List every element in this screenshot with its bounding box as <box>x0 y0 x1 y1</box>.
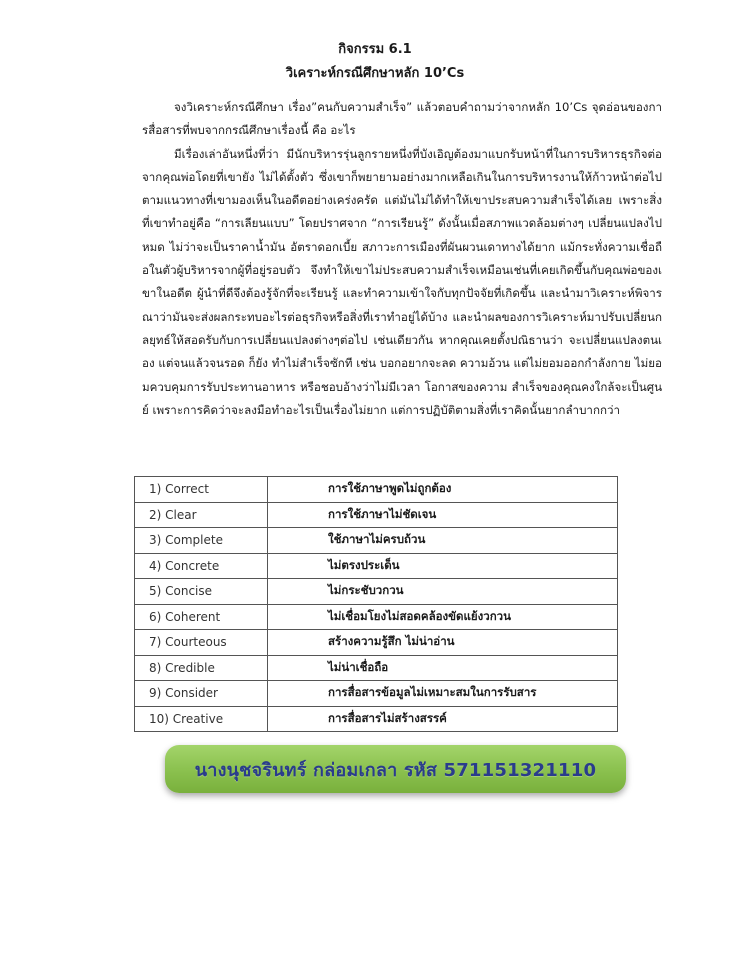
principle-cell: 10) Creative <box>135 706 268 732</box>
student-name-text: นางนุชจรินทร์ กล่อมเกลา รหัส 571151321110 <box>194 759 597 781</box>
table-row <box>135 502 618 528</box>
answer-cell: ไม่เชื่อมโยงไม่สอดคล้องขัดแย้งวกวน <box>268 604 618 630</box>
answer-cell: ไม่น่าเชื่อถือ <box>268 655 618 681</box>
principle-cell: 8) Credible <box>135 655 268 681</box>
answer-cell: การใช้ภาษาพูดไม่ถูกต้อง <box>268 477 618 503</box>
table-row <box>135 681 618 707</box>
instruction-paragraph: จงวิเคราะห์กรณีศึกษา เรื่อง”คนกับความสำเร็จ” แล้วตอบคำถามว่าจากหลัก 10’Cs จุดอ่อนของการสื่อสารที่พบจากกรณีศึกษาเรื่องนี้ คือ อะไร <box>142 100 662 138</box>
principle-cell: 4) Concrete <box>135 553 268 579</box>
student-name-banner <box>165 745 626 793</box>
answer-cell: สร้างความรู้สึก ไม่น่าอ่าน <box>268 630 618 656</box>
principle-cell: 6) Coherent <box>135 604 268 630</box>
answer-cell: ไม่กระชับวกวน <box>268 579 618 605</box>
principle-cell: 7) Courteous <box>135 630 268 656</box>
answer-cell: การสื่อสารข้อมูลไม่เหมาะสมในการรับสาร <box>268 681 618 707</box>
table-row <box>135 604 618 630</box>
activity-title: กิจกรรม 6.1 <box>338 42 412 57</box>
answer-cell: การใช้ภาษาไม่ชัดเจน <box>268 502 618 528</box>
story-paragraph: มีเรื่องเล่าอันหนึ่งที่ว่า มีนักบริหารรุ่นลูกรายหนึ่งที่บังเอิญต้องมาแบกรับหน้าที่ในการบริหารธุรกิจต่อจากคุณพ่อโดยที่เขายัง ไม่ได้ตั้งตัว ซึ่งเขาก็พยายามอย่างมากเหลือเกินในการบริหารงานให้ก้าวหน้าต่อไปตามแนวทางที่เขามองเห็นในอดีตอย่างเคร่งครัด แต่มันไม่ได้ทำให้เขาประสบความสำเร็จได้เลย เพราะสิ่งที่เขาทำอยู่คือ “การเลียนแบบ” โดยปราศจาก “การเรียนรู้” ดังนั้นเมื่อสภาพแวดล้อมต่างๆ เปลี่ยนแปลงไปหมด ไม่ว่าจะเป็นราคาน้ำมัน อัตราดอกเบี้ย สภาวะการเมืองที่ผันผวนเดาทางได้ยาก แม้กระทั่งความเชื่อถือในตัวผู้บริหารจากผู้ที่อยู่รอบตัว จึงทำให้เขาไม่ประสบความสำเร็จเหมือนเช่นที่เคยเกิดขึ้นกับคุณพ่อของเขาในอดีต ผู้นำที่ดีจึงต้องรู้จักที่จะเรียนรู้ และทำความเข้าใจกับทุกปัจจัยที่เกิดขึ้น และนำมาวิเคราะห์พิจารณาว่ามันจะส่งผลกระทบอะไรต่อธุรกิจหรือสิ่งที่เราทำอยู่ได้บ้าง และนำผลของการวิเคราะห์มาปรับเปลี่ยนกลยุทธ์ให้สอดรับกับการเปลี่ยนแปลงต่างๆต่อไป เช่นเดียวกัน หากคุณเคยตั้งปณิธานว่า จะเปลี่ยนแปลงตนเอง แต่จนแล้วจนรอด ก็ยัง ทำไม่สำเร็จซักที เช่น บอกอยากจะลด ความอ้วน แต่ไม่ยอมออกกำลังกาย ไม่ยอมควบคุมการรับประทานอาหาร หรือชอบอ้างว่าไม่มีเวลา โอกาสของความ สำเร็จของคุณคงใกล้จะเป็นศูนย์ เพราะการคิดว่าจะลงมือทำอะไรเป็นเรื่องไม่ยาก แต่การปฏิบัติตามสิ่งที่เราคิดนั้นยากลำบากกว่า <box>142 146 662 417</box>
principle-cell: 1) Correct <box>135 477 268 503</box>
table-row <box>135 630 618 656</box>
table-row <box>135 477 618 503</box>
table-row <box>135 706 618 732</box>
principle-cell: 3) Complete <box>135 528 268 554</box>
case-study-text <box>142 96 662 422</box>
answer-cell: การสื่อสารไม่สร้างสรรค์ <box>268 706 618 732</box>
principle-cell: 2) Clear <box>135 502 268 528</box>
10cs-table <box>134 476 618 732</box>
principle-cell: 5) Concise <box>135 579 268 605</box>
table-row <box>135 553 618 579</box>
table-row <box>135 579 618 605</box>
activity-subtitle: วิเคราะห์กรณีศึกษาหลัก 10’Cs <box>285 66 465 81</box>
principle-cell: 9) Consider <box>135 681 268 707</box>
answer-cell: ใช้ภาษาไม่ครบถ้วน <box>268 528 618 554</box>
table-row <box>135 528 618 554</box>
table-row <box>135 655 618 681</box>
answer-cell: ไม่ตรงประเด็น <box>268 553 618 579</box>
